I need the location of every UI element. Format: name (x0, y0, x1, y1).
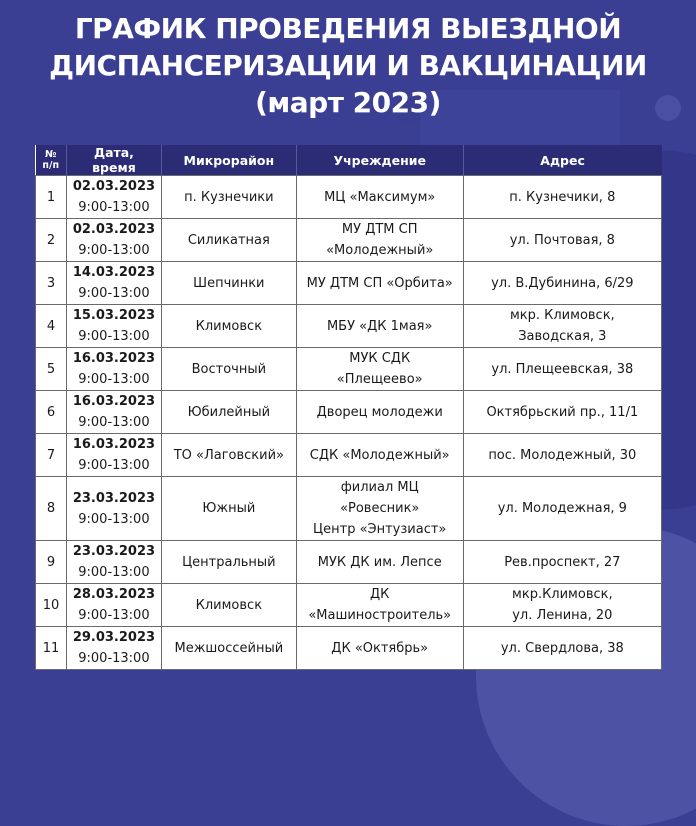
institution-line: МУ ДТМ СП (341, 222, 418, 237)
cell-date-time (66, 434, 161, 477)
header-num (36, 145, 67, 176)
cell-date: 15.03.2023 (72, 308, 156, 323)
table-row (36, 477, 662, 541)
address-line: ул. Плещеевская, 38 (491, 361, 634, 377)
cell-time: 9:00-13:00 (78, 458, 150, 473)
cell-time: 9:00-13:00 (78, 200, 150, 215)
cell-district: Юбилейный (161, 391, 296, 434)
page-title (0, 10, 696, 121)
title-line-1: ГРАФИК ПРОВЕДЕНИЯ ВЫЕЗДНОЙ (74, 12, 622, 45)
cell-num: 8 (36, 477, 67, 541)
table-row (36, 541, 662, 584)
cell-date: 23.03.2023 (72, 490, 156, 506)
institution-line: МУ ДТМ СП «Орбита» (306, 275, 453, 291)
cell-time: 9:00-13:00 (78, 608, 150, 623)
cell-time: 9:00-13:00 (78, 511, 150, 527)
cell-institution (296, 262, 463, 305)
cell-institution (296, 391, 463, 434)
institution-line: МЦ «Максимум» (324, 189, 436, 205)
cell-num: 2 (36, 219, 67, 262)
institution-line: СДК «Молодежный» (309, 447, 450, 463)
cell-num: 9 (36, 541, 67, 584)
cell-district: Климовск (161, 305, 296, 348)
cell-num: 4 (36, 305, 67, 348)
cell-district: Центральный (161, 541, 296, 584)
cell-district: Восточный (161, 348, 296, 391)
cell-address (463, 262, 661, 305)
cell-institution (296, 477, 463, 541)
cell-date-time (66, 305, 161, 348)
table-header-row (36, 145, 662, 176)
address-line: ул. Молодежная, 9 (497, 501, 627, 516)
cell-address (463, 348, 661, 391)
cell-num: 10 (36, 584, 67, 627)
address-line: Заводская, 3 (518, 329, 607, 344)
cell-num: 3 (36, 262, 67, 305)
cell-date-time (66, 262, 161, 305)
cell-district: п. Кузнечики (161, 176, 296, 219)
address-line: пос. Молодежный, 30 (488, 447, 637, 463)
cell-institution (296, 584, 463, 627)
table-row (36, 176, 662, 219)
schedule-table (35, 145, 662, 670)
cell-time: 9:00-13:00 (78, 415, 150, 430)
address-line: ул. Ленина, 20 (512, 608, 613, 623)
table-row (36, 434, 662, 477)
cell-time: 9:00-13:00 (78, 651, 150, 666)
cell-address (463, 176, 661, 219)
cell-date-time (66, 627, 161, 670)
cell-district: Климовск (161, 584, 296, 627)
cell-district: Шепчинки (161, 262, 296, 305)
cell-date: 28.03.2023 (72, 587, 156, 602)
cell-date: 16.03.2023 (72, 351, 156, 366)
institution-line: Дворец молодежи (316, 404, 443, 420)
header-address: Адрес (463, 145, 661, 176)
cell-num: 11 (36, 627, 67, 670)
title-line-3: (март 2023) (255, 86, 441, 119)
cell-date: 23.03.2023 (72, 544, 156, 559)
institution-line: ДК «Октябрь» (331, 640, 429, 656)
cell-institution (296, 305, 463, 348)
cell-num: 6 (36, 391, 67, 434)
institution-line: «Плещеево» (336, 372, 423, 387)
table-row (36, 219, 662, 262)
address-line: ул. Почтовая, 8 (509, 232, 615, 248)
table-row (36, 391, 662, 434)
cell-date: 16.03.2023 (72, 394, 156, 409)
address-line: ул. Свердлова, 38 (500, 640, 624, 656)
cell-address (463, 541, 661, 584)
address-line: Октябрьский пр., 11/1 (486, 404, 639, 420)
table-row (36, 305, 662, 348)
institution-line: «Машиностроитель» (308, 608, 452, 623)
address-line: п. Кузнечики, 8 (509, 189, 616, 205)
cell-date: 14.03.2023 (72, 265, 156, 280)
cell-date: 16.03.2023 (72, 437, 156, 452)
address-line: ул. В.Дубинина, 6/29 (491, 275, 634, 291)
cell-institution (296, 348, 463, 391)
cell-institution (296, 541, 463, 584)
cell-date-time (66, 348, 161, 391)
institution-line: Центр «Энтузиаст» (313, 522, 447, 537)
cell-address (463, 584, 661, 627)
cell-address (463, 477, 661, 541)
cell-time: 9:00-13:00 (78, 565, 150, 580)
cell-date-time (66, 541, 161, 584)
institution-line: МУК СДК (349, 351, 411, 366)
cell-district: Южный (161, 477, 296, 541)
header-date: Дата, время (66, 145, 161, 176)
title-line-2: ДИСПАНСЕРИЗАЦИИ И ВАКЦИНАЦИИ (49, 49, 647, 82)
table-row (36, 627, 662, 670)
table-row (36, 348, 662, 391)
cell-institution (296, 434, 463, 477)
header-num-line1: № (45, 149, 57, 160)
cell-date-time (66, 219, 161, 262)
cell-date: 02.03.2023 (72, 179, 156, 194)
institution-line: ДК (370, 587, 390, 602)
address-line: мкр.Климовск, (512, 587, 613, 602)
cell-num: 5 (36, 348, 67, 391)
cell-time: 9:00-13:00 (78, 372, 150, 387)
institution-line: филиал МЦ «Ровесник» (340, 480, 420, 516)
cell-institution (296, 219, 463, 262)
cell-date-time (66, 176, 161, 219)
cell-district: Силикатная (161, 219, 296, 262)
cell-district: ТО «Лаговский» (161, 434, 296, 477)
cell-address (463, 627, 661, 670)
cell-num: 7 (36, 434, 67, 477)
table-row (36, 584, 662, 627)
cell-date: 29.03.2023 (72, 630, 156, 645)
header-district: Микрорайон (161, 145, 296, 176)
cell-time: 9:00-13:00 (78, 286, 150, 301)
table-row (36, 262, 662, 305)
cell-date-time (66, 391, 161, 434)
cell-institution (296, 627, 463, 670)
institution-line: «Молодежный» (326, 243, 434, 258)
cell-time: 9:00-13:00 (78, 243, 150, 258)
header-institution: Учреждение (296, 145, 463, 176)
cell-district: Межшоссейный (161, 627, 296, 670)
address-line: мкр. Климовск, (509, 308, 615, 323)
institution-line: МУК ДК им. Лепсе (317, 554, 442, 570)
institution-line: МБУ «ДК 1мая» (326, 318, 433, 334)
cell-num: 1 (36, 176, 67, 219)
cell-date-time (66, 584, 161, 627)
cell-date: 02.03.2023 (72, 222, 156, 237)
cell-institution (296, 176, 463, 219)
cell-address (463, 305, 661, 348)
cell-date-time (66, 477, 161, 541)
header-num-line2: п/п (42, 160, 60, 171)
cell-address (463, 434, 661, 477)
cell-address (463, 391, 661, 434)
cell-time: 9:00-13:00 (78, 329, 150, 344)
address-line: Рев.проспект, 27 (504, 554, 621, 570)
cell-address (463, 219, 661, 262)
